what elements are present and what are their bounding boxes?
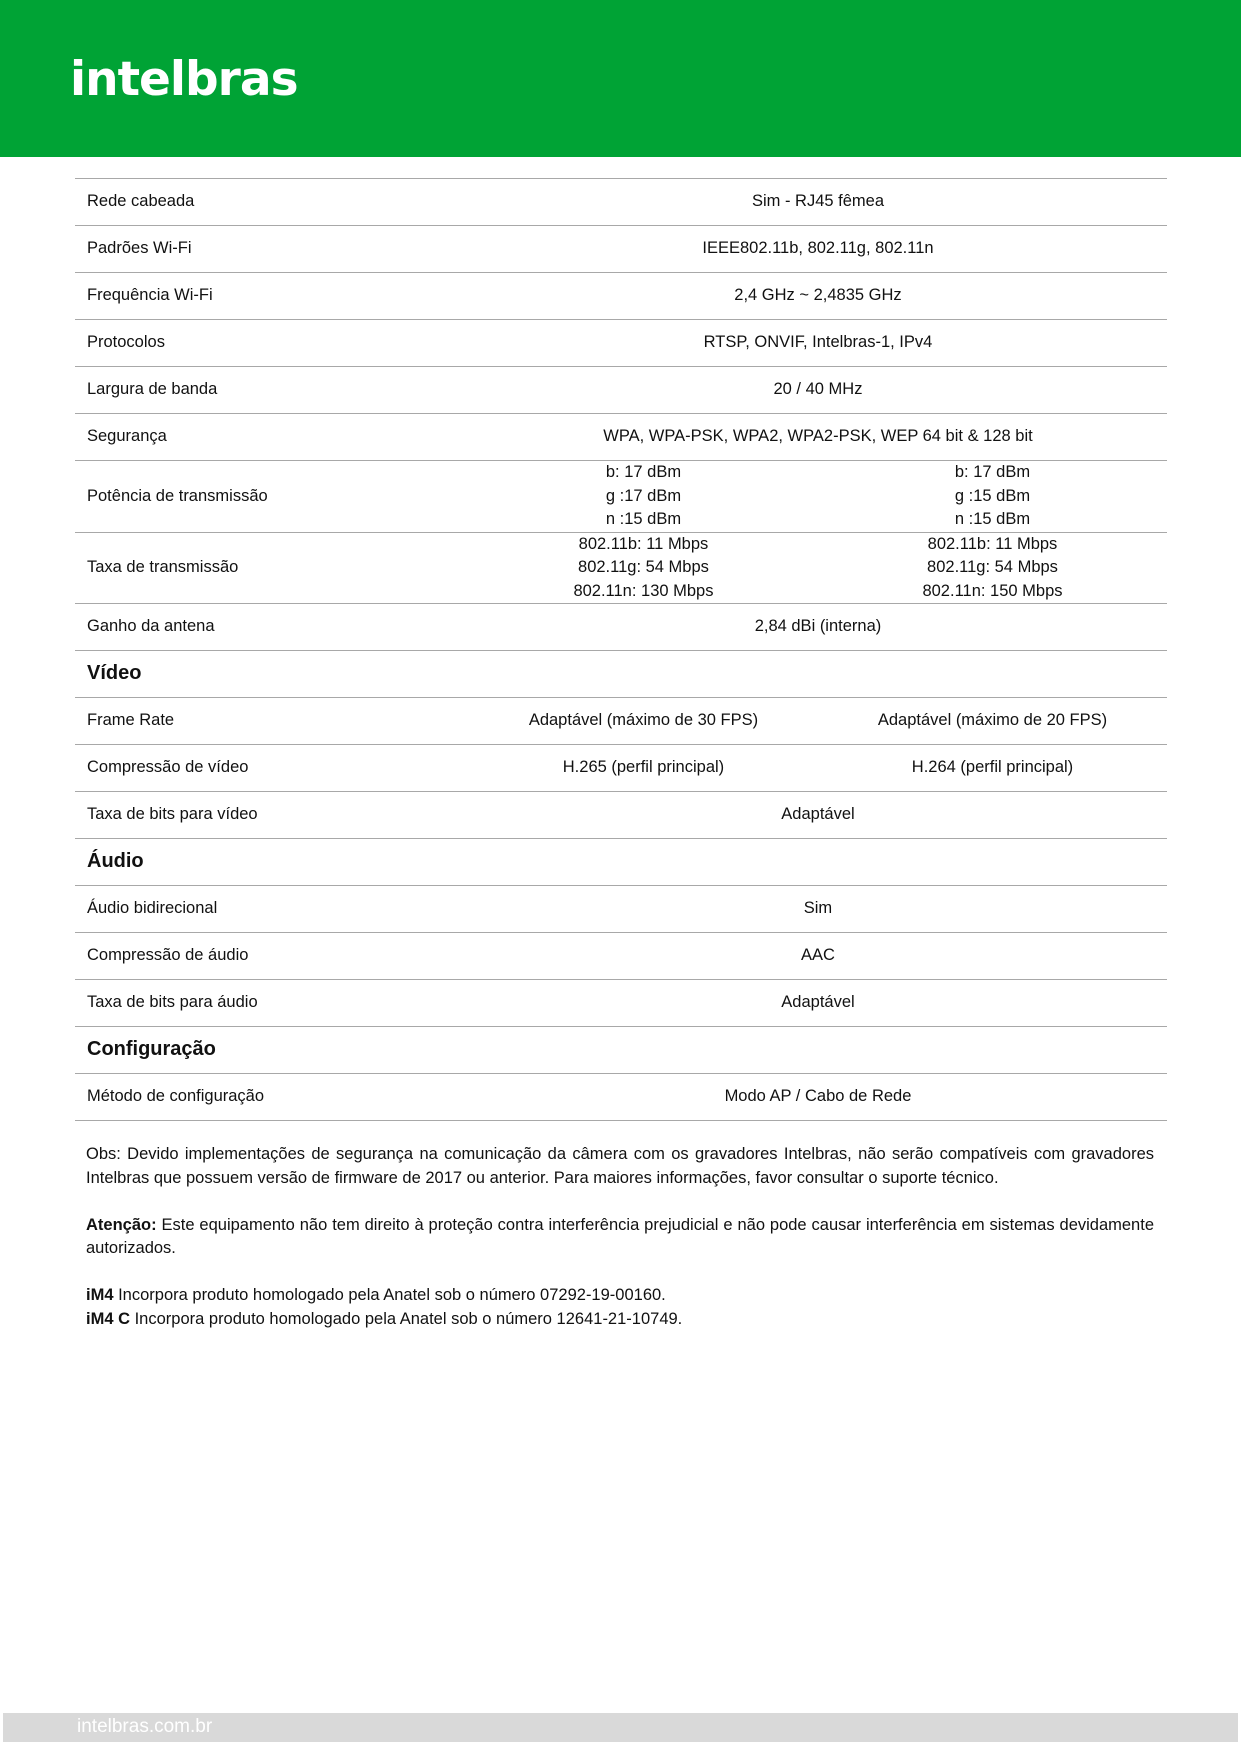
section-header-video	[75, 651, 1167, 698]
table-row	[75, 933, 1167, 980]
row-label: Taxa de bits para áudio	[75, 980, 469, 1027]
table-row	[75, 273, 1167, 320]
row-value-col1: Adaptável (máximo de 30 FPS)	[469, 698, 818, 745]
row-value-col2	[818, 461, 1167, 533]
row-value: Sim - RJ45 fêmea	[469, 179, 1167, 226]
value-line: g :17 dBm	[605, 486, 682, 505]
table-row	[75, 698, 1167, 745]
table-row	[75, 532, 1167, 604]
row-label: Taxa de bits para vídeo	[75, 792, 469, 839]
table-row	[75, 414, 1167, 461]
row-value: RTSP, ONVIF, Intelbras-1, IPv4	[469, 320, 1167, 367]
row-label: Frame Rate	[75, 698, 469, 745]
section-header-config	[75, 1027, 1167, 1074]
row-label: Padrões Wi-Fi	[75, 226, 469, 273]
section-header-audio	[75, 839, 1167, 886]
homologation-text: Incorpora produto homologado pela Anatel sob o número 12641-21-10749.	[130, 1309, 683, 1328]
row-label: Frequência Wi-Fi	[75, 273, 469, 320]
row-value: Sim	[469, 886, 1167, 933]
model-name: iM4	[86, 1286, 114, 1304]
row-value: 20 / 40 MHz	[469, 367, 1167, 414]
row-value: AAC	[469, 933, 1167, 980]
footer-url: intelbras.com.br	[77, 1716, 213, 1737]
row-label: Áudio bidirecional	[75, 886, 469, 933]
table-row	[75, 179, 1167, 226]
value-line: 802.11b: 11 Mbps	[578, 534, 709, 553]
row-label: Taxa de transmissão	[75, 532, 469, 604]
value-line: b: 17 dBm	[954, 463, 1031, 481]
row-label: Compressão de vídeo	[75, 745, 469, 792]
row-value: Adaptável	[469, 792, 1167, 839]
row-value-col1	[469, 532, 818, 604]
section-title: Áudio	[75, 839, 1167, 886]
homologation-text: Incorpora produto homologado pela Anatel sob o número 07292-19-00160.	[113, 1286, 666, 1304]
section-title: Configuração	[75, 1027, 1167, 1074]
table-row	[75, 461, 1167, 533]
row-value-col1: H.265 (perfil principal)	[469, 745, 818, 792]
table-row	[75, 886, 1167, 933]
attention-label: Atenção:	[86, 1215, 157, 1234]
section-title: Vídeo	[75, 651, 1167, 698]
row-value: Adaptável	[469, 980, 1167, 1027]
row-value-col2	[818, 532, 1167, 604]
table-row	[75, 745, 1167, 792]
row-value-col2: Adaptável (máximo de 20 FPS)	[818, 698, 1167, 745]
row-value: WPA, WPA-PSK, WPA2, WPA2-PSK, WEP 64 bit & 128 bit	[469, 414, 1167, 461]
value-line: 802.11n: 130 Mbps	[573, 581, 714, 600]
row-value: IEEE802.11b, 802.11g, 802.11n	[469, 226, 1167, 273]
value-line: 802.11n: 150 Mbps	[922, 581, 1063, 600]
row-label: Método de configuração	[75, 1074, 469, 1121]
header-bar	[0, 0, 1241, 157]
table-row	[75, 604, 1167, 651]
value-line: g :15 dBm	[954, 486, 1031, 505]
row-value: Modo AP / Cabo de Rede	[469, 1074, 1167, 1121]
row-label: Compressão de áudio	[75, 933, 469, 980]
row-value: 2,84 dBi (interna)	[469, 604, 1167, 651]
attention-note	[86, 1214, 1154, 1261]
spec-table	[75, 178, 1167, 1121]
footer-bar	[3, 1713, 1238, 1742]
row-label: Rede cabeada	[75, 179, 469, 226]
intelbras-logo: intelbras	[70, 52, 298, 107]
value-line: 802.11b: 11 Mbps	[927, 534, 1058, 553]
table-row	[75, 1074, 1167, 1121]
value-line: 802.11g: 54 Mbps	[927, 558, 1058, 576]
attention-text: Este equipamento não tem direito à proteção contra interferência prejudicial e não pode causar interferência em sistemas devidamente autorizados.	[86, 1215, 1154, 1257]
table-row	[75, 226, 1167, 273]
value-line: b: 17 dBm	[605, 463, 682, 481]
value-line: n :15 dBm	[954, 510, 1031, 528]
obs-note: Obs: Devido implementações de segurança na comunicação da câmera com os gravadores Intelbras, não serão compatíveis com gravadores Intelbras que possuem versão de firmware de 2017 ou anterior. Para maiores informações, favor consultar o suporte técnico.	[86, 1145, 1154, 1187]
value-line: n :15 dBm	[605, 510, 682, 528]
homologation-line	[86, 1284, 1154, 1308]
table-row	[75, 367, 1167, 414]
table-row	[75, 320, 1167, 367]
row-label: Potência de transmissão	[75, 461, 469, 533]
model-name: iM4 C	[86, 1309, 131, 1328]
row-value: 2,4 GHz ~ 2,4835 GHz	[469, 273, 1167, 320]
homologation-line	[86, 1308, 1154, 1332]
row-label: Protocolos	[75, 320, 469, 367]
table-row	[75, 792, 1167, 839]
row-label: Segurança	[75, 414, 469, 461]
value-line: 802.11g: 54 Mbps	[578, 558, 709, 576]
row-label: Ganho da antena	[75, 604, 469, 651]
row-value-col2: H.264 (perfil principal)	[818, 745, 1167, 792]
row-value-col1	[469, 461, 818, 533]
row-label: Largura de banda	[75, 367, 469, 414]
table-row	[75, 980, 1167, 1027]
notes	[86, 1143, 1154, 1331]
